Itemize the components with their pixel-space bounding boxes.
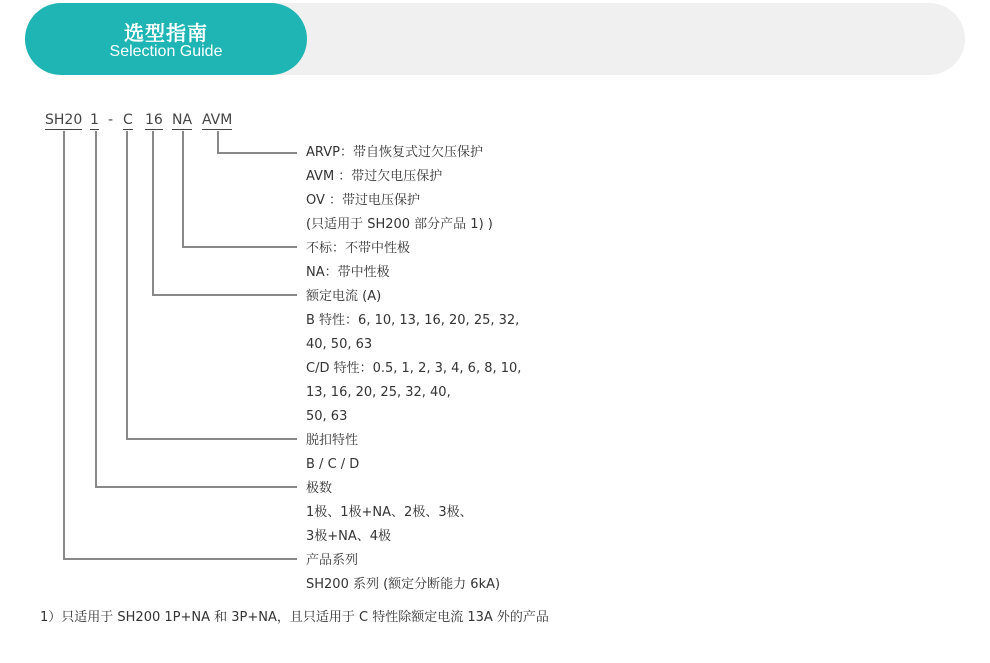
code-neutral: NA — [172, 112, 193, 128]
connector-current-h — [152, 294, 297, 296]
poles-values-line2: 3极+NA、4极 — [306, 529, 392, 544]
accessory-option-note: (只适用于 SH200 部分产品 1) ) — [306, 217, 493, 232]
connector-neutral-h — [182, 246, 297, 248]
footnote: 1）只适用于 SH200 1P+NA 和 3P+NA，且只适用于 C 特性除额定电流 13A 外的产品 — [40, 610, 549, 625]
connector-current-v — [152, 131, 154, 296]
connector-curve-v — [126, 131, 128, 440]
current-cd-line1: C/D 特性：0.5, 1, 2, 3, 4, 6, 8, 10, — [306, 361, 522, 376]
current-b-line1: B 特性：6, 10, 13, 16, 20, 25, 32, — [306, 313, 520, 328]
current-cd-line2: 13, 16, 20, 25, 32, 40, — [306, 385, 451, 400]
page-subtitle: Selection Guide — [109, 43, 223, 60]
poles-values-line1: 1极、1极+NA、2极、3极、 — [306, 505, 473, 520]
poles-heading: 极数 — [306, 481, 333, 496]
code-dash: - — [108, 112, 114, 128]
code-curve: C — [123, 112, 133, 128]
series-heading: 产品系列 — [306, 553, 359, 568]
code-series: SH20 — [45, 112, 83, 128]
connector-accessory-v — [217, 131, 219, 154]
curve-heading: 脱扣特性 — [306, 433, 359, 448]
code-accessory: AVM — [202, 112, 233, 128]
accessory-option-arvp: ARVP：带自恢复式过欠压保护 — [306, 145, 483, 160]
accessory-option-avm: AVM ：带过欠电压保护 — [306, 169, 443, 184]
neutral-option-na: NA：带中性极 — [306, 265, 390, 280]
connector-accessory-h — [217, 152, 297, 154]
accessory-option-ov: OV ：带过电压保护 — [306, 193, 421, 208]
code-current: 16 — [145, 112, 163, 128]
series-value: SH200 系列 (额定分断能力 6kA) — [306, 577, 501, 592]
curve-values: B / C / D — [306, 457, 360, 472]
code-poles: 1 — [90, 112, 99, 128]
current-heading: 额定电流 (A) — [306, 289, 382, 304]
page-title: 选型指南 — [124, 21, 208, 45]
header-pill — [25, 3, 307, 75]
connector-poles-h — [95, 486, 297, 488]
current-cd-line3: 50, 63 — [306, 409, 348, 424]
connector-neutral-v — [182, 131, 184, 248]
current-b-line2: 40, 50, 63 — [306, 337, 373, 352]
neutral-option-none: 不标：不带中性极 — [306, 241, 411, 256]
connector-series-v — [63, 131, 65, 560]
connector-series-h — [63, 558, 297, 560]
connector-poles-v — [95, 131, 97, 488]
connector-curve-h — [126, 438, 297, 440]
